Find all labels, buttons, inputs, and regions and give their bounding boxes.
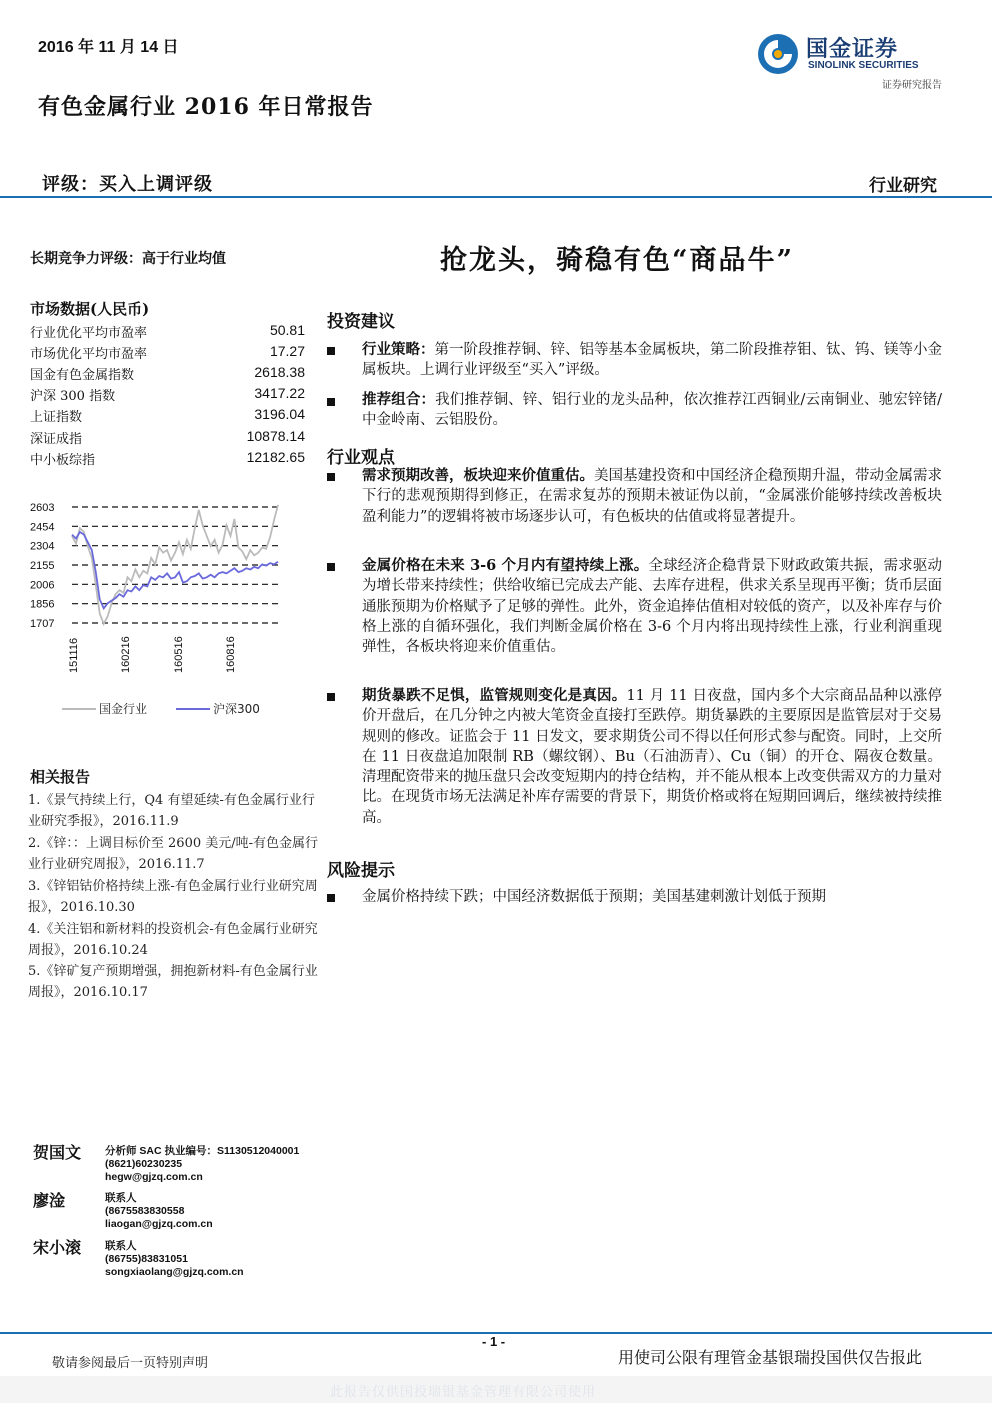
x-tick-label: 151116 — [68, 637, 80, 673]
market-row — [30, 364, 305, 385]
market-row-label: 行业优化平均市盈率 — [30, 326, 148, 341]
analyst-email[interactable]: songxiaolang@gjzq.com.cn — [105, 1266, 244, 1278]
paragraph-lead: 推荐组合： — [362, 391, 436, 408]
market-row-value: 10878.14 — [246, 428, 305, 444]
report-headline: 抢龙头，骑稳有色“商品牛” — [440, 245, 795, 276]
index-line-chart — [20, 495, 320, 725]
market-row — [30, 449, 305, 470]
y-axis-ticks — [30, 502, 54, 630]
paragraph-body: 11 月 11 日夜盘，国内多个大宗商品品种以涨停价开盘后，在几分钟之内被大笔资金直接打至跌停。期货暴跌的主要原因是监管层对于交易规则的修改。证监会于 11 日发文，要求期货公司不得以任何形式参与配资。同时，上交所在 11 日夜盘追加限制 RB（螺纹钢）、Bu（石油沥青）、Cu（铜）的开仓、隔夜仓数量。清理配资带来的抛压盘只会改变短期内的持仓结构，并不能从根本上改变供需双方的力量对比。在现货市场无法满足补库存需要的背景下，期货价格或将在短期回调后，继续被持续推高。 — [362, 688, 943, 826]
paragraph-body: 全球经济企稳背景下财政政策共振，需求驱动为增长带来持续性；供给收缩已完成去产能、去库存进程，供求关系呈现再平衡；货币层面通胀预期为价格赋予了足够的弹性。此外，资金追捧估值相对较低的资产，以及补库存与价格上涨的自循环强化，我们判断金属价格在 3-6 个月内将出现持续性上涨，行业利润重现弹性，各板块将迎来价值重估。 — [362, 558, 943, 656]
page-number: - 1 - — [482, 1334, 506, 1349]
market-row-value: 2618.38 — [254, 364, 305, 380]
market-row-label: 国金有色金属指数 — [30, 368, 135, 383]
y-tick-label: 1707 — [30, 618, 55, 630]
related-report-item[interactable]: 2.《锌：：上调目标价至 2600 美元/吨-有色金属行业行业研究周报》，2016.11.7 — [28, 836, 319, 872]
related-report-item[interactable]: 4.《关注铝和新材料的投资机会-有色金属行业研究周报》，2016.10.24 — [28, 922, 318, 958]
paragraph-lead: 行业策略： — [362, 341, 435, 358]
market-row-value: 50.81 — [269, 322, 305, 338]
legend-label: 国金行业 — [99, 702, 148, 716]
analyst-name: 贺国文 — [33, 1143, 82, 1162]
analyst-line: 联系人 — [105, 1240, 137, 1252]
analyst-line: (8621)60230235 — [105, 1158, 183, 1170]
analyst-info — [105, 1240, 244, 1279]
market-row-value: 17.27 — [269, 343, 305, 359]
market-row — [30, 322, 305, 343]
analyst-line: (8675583830558 — [105, 1205, 185, 1217]
market-row-value: 12182.65 — [246, 449, 305, 465]
related-reports-title: 相关报告 — [30, 768, 91, 786]
footer-disclaimer: 敬请参阅最后一页特别声明 — [52, 1356, 209, 1371]
category-label: 行业研究 — [869, 176, 937, 196]
paragraph-price — [362, 556, 942, 657]
x-tick-label: 160816 — [225, 636, 237, 673]
market-row — [30, 343, 305, 364]
market-row-label: 沪深 300 指数 — [30, 389, 116, 404]
footer-notice: 用使司公限有理管金基银瑞投国供仅告报此 — [618, 1348, 923, 1367]
section-title-investment: 投资建议 — [327, 312, 395, 332]
series-line — [72, 532, 278, 608]
bullet-icon — [327, 398, 335, 406]
market-row — [30, 406, 305, 427]
analyst-email[interactable]: liaogan@gjzq.com.cn — [105, 1218, 213, 1230]
logo-text-cn: 国金证券 — [806, 36, 899, 61]
paragraph-futures — [362, 686, 942, 828]
y-tick-label: 2155 — [30, 560, 55, 572]
rating-label: 评级：买入上调评级 — [42, 174, 213, 195]
section-title-risk: 风险提示 — [327, 861, 395, 881]
market-row-label: 深证成指 — [30, 432, 83, 447]
bullet-icon — [327, 563, 335, 571]
bullet-icon — [327, 894, 335, 902]
market-row-value: 3417.22 — [254, 385, 305, 401]
document-title: 有色金属行业 2016 年日常报告 — [38, 94, 374, 120]
legend-label: 沪深300 — [213, 702, 260, 716]
analyst-name: 廖淦 — [33, 1191, 66, 1210]
paragraph-risk: 金属价格持续下跌；中国经济数据低于预期；美国基建刺激计划低于预期 — [362, 889, 826, 905]
analyst-name: 宋小滚 — [33, 1238, 82, 1257]
bullet-icon — [327, 473, 335, 481]
analyst-info — [105, 1192, 213, 1231]
section-title-viewpoint: 行业观点 — [327, 448, 395, 468]
y-tick-label: 2304 — [30, 540, 55, 553]
paragraph-demand — [362, 466, 942, 527]
x-axis-ticks — [68, 636, 237, 673]
y-tick-label: 2603 — [30, 502, 55, 514]
paragraph-portfolio — [362, 390, 942, 431]
chart-legend — [62, 701, 260, 716]
paragraph-lead: 金属价格在未来 3-6 个月内有望持续上涨。 — [362, 557, 649, 574]
logo-text-en: SINOLINK SECURITIES — [808, 60, 919, 71]
y-tick-label: 2454 — [30, 521, 55, 534]
x-tick-label: 160216 — [120, 636, 132, 673]
market-row-value: 3196.04 — [254, 406, 305, 422]
paragraph-lead: 期货暴跌不足惧，监管规则变化是真因。 — [362, 687, 627, 704]
paragraph-body: 第一阶段推荐铜、锌、铝等基本金属板块，第二阶段推荐钼、钛、钨、镁等小金属板块。上调行业评级至“买入”评级。 — [362, 342, 942, 379]
report-date: 2016 年 11 月 14 日 — [38, 39, 179, 56]
paragraph-body: 美国基建投资和中国经济企稳预期升温，带动金属需求下行的悲观预期得到修正，在需求复苏的预期未被证伪以前，“金属涨价能够持续改善板块盈利能力”的逻辑将被市场逐步认可，有色板块的估值或将显著提升。 — [362, 468, 942, 525]
analyst-email[interactable]: hegw@gjzq.com.cn — [105, 1171, 203, 1183]
logo-subtitle: 证券研究报告 — [882, 80, 942, 91]
market-row — [30, 428, 305, 449]
logo-circle-icon — [756, 32, 800, 76]
competitive-rating: 长期竞争力评级：高于行业均值 — [30, 251, 226, 267]
bullet-icon — [327, 347, 335, 355]
related-report-item[interactable]: 3.《锌铝钴价格持续上涨-有色金属行业行业研究周报》，2016.10.30 — [28, 879, 318, 915]
paragraph-strategy — [362, 340, 942, 381]
analyst-info — [105, 1145, 299, 1184]
company-logo — [756, 30, 946, 90]
header-divider — [0, 196, 992, 198]
x-tick-label: 160516 — [173, 636, 185, 673]
y-tick-label: 1856 — [30, 598, 55, 611]
market-data-title: 市场数据(人民币) — [30, 300, 150, 318]
analyst-line: 分析师 SAC 执业编号：S1130512040001 — [105, 1145, 300, 1157]
watermark-text: 此报告仅供国投瑞银基金管理有限公司使用 — [330, 1385, 597, 1400]
bullet-icon — [327, 693, 335, 701]
analyst-line: (86755)83831051 — [105, 1253, 188, 1265]
chart-series — [72, 505, 278, 624]
market-row-label: 市场优化平均市盈率 — [30, 347, 148, 362]
market-row-label: 中小板综指 — [30, 453, 96, 468]
market-row-label: 上证指数 — [30, 410, 83, 425]
paragraph-lead: 需求预期改善，板块迎来价值重估。 — [362, 467, 594, 484]
related-report-item[interactable]: 1.《景气持续上行，Q4 有望延续-有色金属行业行业研究季报》，2016.11.9 — [28, 793, 315, 829]
analyst-line: 联系人 — [105, 1192, 137, 1204]
y-tick-label: 2006 — [30, 579, 55, 592]
related-report-item[interactable]: 5.《锌矿复产预期增强，拥抱新材料-有色金属行业周报》，2016.10.17 — [28, 964, 318, 1000]
market-row — [30, 385, 305, 406]
paragraph-body: 我们推荐铜、锌、铝行业的龙头品种，依次推荐江西铜业/云南铜业、驰宏锌锗/中金岭南、云铝股份。 — [362, 392, 942, 429]
